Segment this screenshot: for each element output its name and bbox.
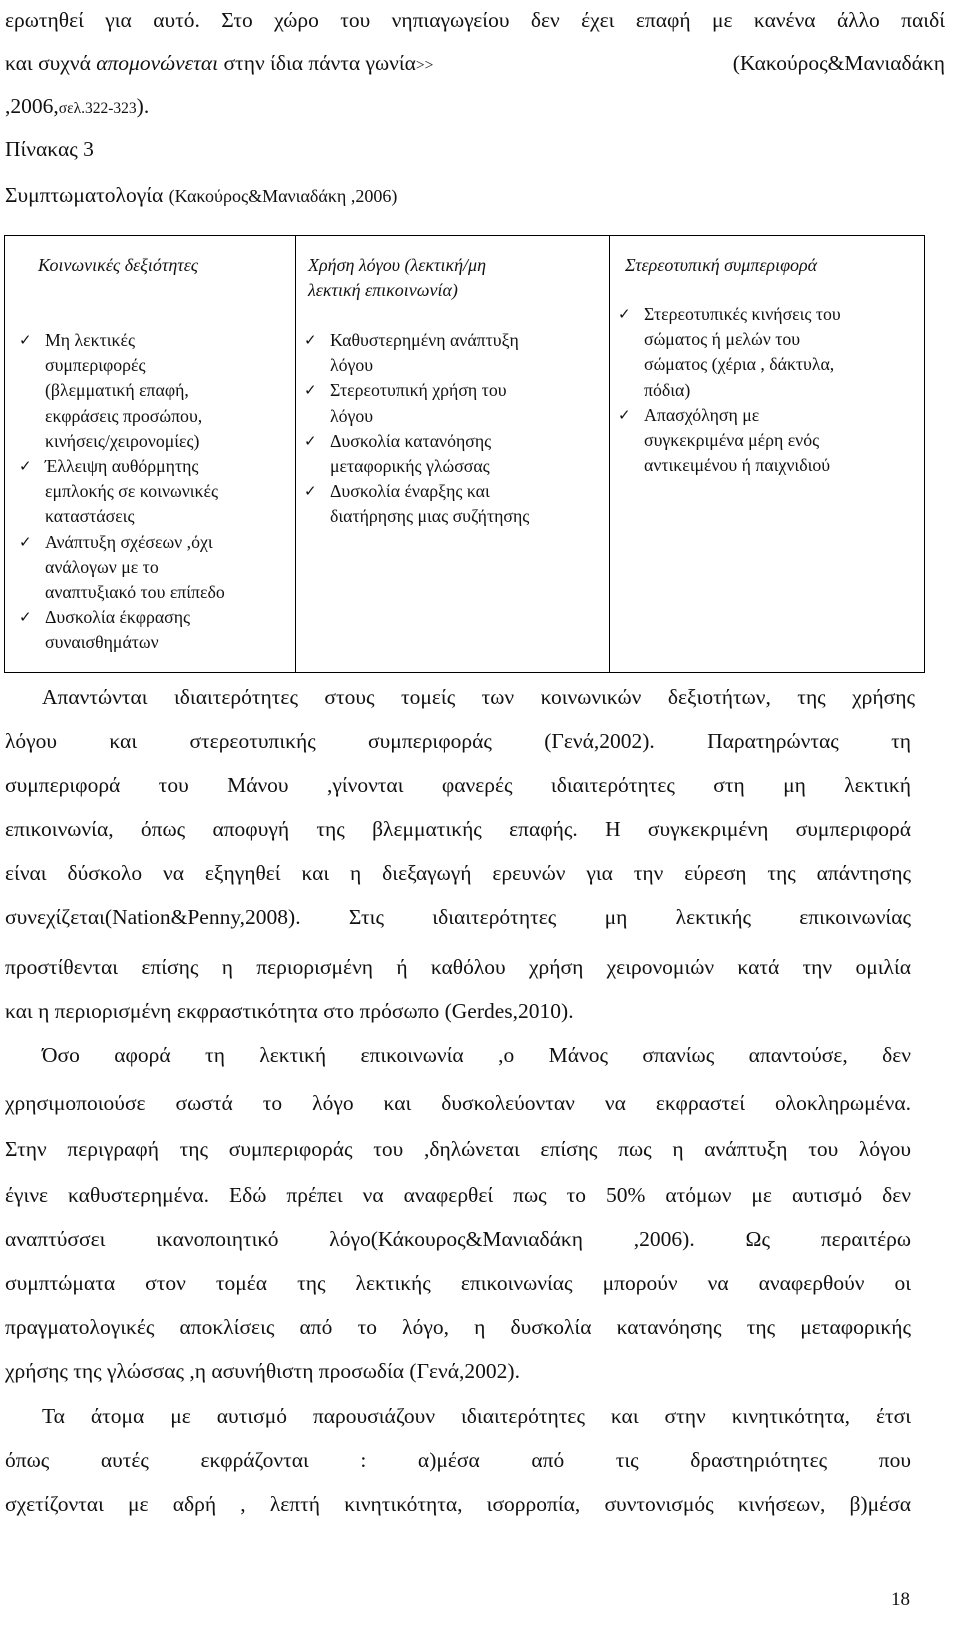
intro-citation: (Κακούρος&Μανιαδάκη bbox=[732, 51, 945, 75]
column-items bbox=[618, 302, 918, 478]
body-line: συμπεριφορά του Μάνου ,γίνονται φανερές ιδιαιτερότητες στη μη λεκτική bbox=[5, 773, 911, 797]
item-line: εμπλοκής σε κοινωνικές bbox=[45, 481, 219, 502]
column-header bbox=[625, 253, 817, 278]
item-line: Δυσκολία κατανόησης bbox=[330, 430, 492, 451]
table-column-social-skills bbox=[5, 236, 295, 672]
column-header bbox=[38, 253, 198, 278]
column-items bbox=[19, 328, 289, 656]
table-title-citation: (Κακούρος&Μανιαδάκη ,2006) bbox=[168, 186, 398, 206]
intro-italic-text: απομονώνεται bbox=[96, 51, 219, 75]
item-line: καταστάσεις bbox=[45, 506, 135, 527]
item-line: Καθυστερημένη ανάπτυξη bbox=[330, 330, 519, 350]
body-line: προστίθενται επίσης η περιορισμένη ή καθόλου χρήση χειρονομιών κατά την ομιλία bbox=[5, 955, 911, 979]
intro-text: και συχνά bbox=[5, 51, 97, 75]
body-line: χρησιμοποιούσε σωστά το λόγο και δυσκολεύονταν να εκφραστεί ολοκληρωμένα. bbox=[5, 1091, 911, 1115]
item-line: συγκεκριμένα μέρη ενός bbox=[644, 430, 820, 451]
check-icon: ✓ bbox=[19, 457, 32, 476]
item-line: σώματος ή μελών του bbox=[644, 329, 801, 350]
list-item bbox=[19, 454, 289, 530]
body-line: και η περιορισμένη εκφραστικότητα στο πρόσωπο (Gerdes,2010). bbox=[5, 999, 574, 1023]
list-item bbox=[19, 328, 289, 454]
page-number: 18 bbox=[891, 1589, 910, 1610]
body-line: Στην περιγραφή της συμπεριφοράς του ,δηλώνεται επίσης πως η ανάπτυξη του λόγου bbox=[5, 1137, 911, 1161]
item-line: διατήρησης μιας συζήτησης bbox=[330, 506, 530, 527]
header-line: Χρήση λόγου (λεκτική/μη bbox=[308, 255, 487, 275]
column-header bbox=[308, 253, 486, 303]
item-line: συμπεριφορές bbox=[45, 355, 146, 376]
item-line: σώματος (χέρια , δάκτυλα, bbox=[644, 354, 835, 375]
list-item bbox=[19, 530, 289, 606]
intro-line-1: ερωτηθεί για αυτό. Στο χώρο του νηπιαγωγείου δεν έχει επαφή με κανένα άλλο παιδί bbox=[5, 8, 945, 32]
item-line: Ανάπτυξη σχέσεων ,όχι bbox=[45, 531, 213, 552]
body-line: σχετίζονται με αδρή , λεπτή κινητικότητα, ισορροπία, συντονισμός κινήσεων, β)μέσα bbox=[5, 1492, 911, 1516]
table-title-text: Συμπτωματολογία bbox=[5, 183, 169, 207]
body-line: όπως αυτές εκφράζονται : α)μέσα από τις δραστηριότητες που bbox=[5, 1448, 911, 1472]
item-line: λόγου bbox=[330, 355, 374, 376]
item-line: πόδια) bbox=[644, 379, 691, 400]
item-line: κινήσεις/χειρονομίες) bbox=[45, 430, 200, 451]
item-line: Μη λεκτικές bbox=[45, 330, 136, 350]
body-line: είναι δύσκολο να εξηγηθεί και η διεξαγωγή ερευνών για την εύρεση της απάντησης bbox=[5, 861, 911, 885]
list-item bbox=[304, 378, 604, 428]
check-icon: ✓ bbox=[19, 331, 32, 349]
list-item bbox=[19, 605, 289, 655]
check-icon: ✓ bbox=[618, 305, 631, 323]
list-item bbox=[618, 302, 918, 403]
item-line: Δυσκολία έκφρασης bbox=[45, 607, 191, 628]
symptoms-table bbox=[4, 235, 925, 673]
body-line: λόγου και στερεοτυπικής συμπεριφοράς (Γενά,2002). Παρατηρώντας τη bbox=[5, 729, 911, 753]
header-line: Στερεοτυπική συμπεριφορά bbox=[625, 255, 818, 275]
body-line: Όσο αφορά τη λεκτική επικοινωνία ,ο Μάνος σπανίως απαντούσε, δεν bbox=[42, 1043, 911, 1067]
body-line: πραγματολογικές αποκλίσεις από το λόγο, η δυσκολία κατανόησης της μεταφορικής bbox=[5, 1315, 911, 1339]
list-item bbox=[304, 479, 604, 529]
header-line: λεκτική επικοινωνία) bbox=[308, 280, 458, 300]
body-line: συμπτώματα στον τομέα της λεκτικής επικοινωνίας μπορούν να αναφερθούν οι bbox=[5, 1271, 911, 1295]
body-line: χρήσης της γλώσσας ,η ασυνήθιστη προσωδία (Γενά,2002). bbox=[5, 1359, 520, 1383]
item-line: αντικειμένου ή παιχνιδιού bbox=[644, 455, 831, 476]
item-line: Απασχόληση με bbox=[644, 404, 760, 425]
table-column-speech-use bbox=[295, 236, 609, 672]
body-line: επικοινωνία, όπως αποφυγή της βλεμματικής επαφής. Η συγκεκριμένη συμπεριφορά bbox=[5, 817, 911, 841]
column-items bbox=[304, 328, 604, 530]
table-number: Πίνακας 3 bbox=[5, 137, 94, 161]
item-line: (βλεμματική επαφή, bbox=[45, 380, 189, 401]
body-line: συνεχίζεται(Nation&Penny,2008). Στις ιδιαιτερότητες μη λεκτικής επικοινωνίας bbox=[5, 905, 911, 929]
item-line: Έλλειψη αυθόρμητης bbox=[45, 456, 199, 477]
item-line: συναισθημάτων bbox=[45, 632, 159, 653]
body-line: έγινε καθυστερημένα. Εδώ πρέπει να αναφερθεί πως το 50% ατόμων με αυτισμό δεν bbox=[5, 1183, 911, 1207]
check-icon: ✓ bbox=[618, 405, 631, 424]
intro-line-3 bbox=[5, 92, 945, 123]
table-title bbox=[5, 181, 945, 210]
list-item bbox=[618, 403, 918, 479]
item-line: Δυσκολία έναρξης και bbox=[330, 481, 490, 502]
intro-text: ). bbox=[136, 94, 150, 118]
intro-small-text: σελ.322-323 bbox=[58, 100, 137, 117]
item-line: Στερεοτυπικές κινήσεις του bbox=[644, 304, 841, 324]
check-icon: ✓ bbox=[19, 532, 32, 551]
item-line: λόγου bbox=[330, 405, 374, 426]
item-line: αναπτυξιακό του επίπεδο bbox=[45, 582, 225, 603]
intro-text: στην ίδια πάντα γωνία bbox=[218, 51, 416, 75]
body-line: Τα άτομα με αυτισμό παρουσιάζουν ιδιαιτερότητες και στην κινητικότητα, έτσι bbox=[42, 1404, 911, 1428]
check-icon: ✓ bbox=[304, 331, 317, 349]
item-line: ανάλογων με το bbox=[45, 556, 159, 577]
check-icon: ✓ bbox=[19, 608, 32, 627]
list-item bbox=[304, 429, 604, 479]
item-line: μεταφορικής γλώσσας bbox=[330, 456, 490, 477]
item-line: Στερεοτυπική χρήση του bbox=[330, 380, 507, 401]
intro-small-text: >> bbox=[415, 57, 434, 74]
header-line: Κοινωνικές δεξιότητες bbox=[38, 255, 199, 275]
item-line: εκφράσεις προσώπου, bbox=[45, 405, 203, 426]
check-icon: ✓ bbox=[304, 381, 317, 400]
intro-text: ,2006, bbox=[5, 94, 59, 118]
check-icon: ✓ bbox=[304, 482, 317, 501]
body-line: Απαντώνται ιδιαιτερότητες στους τομείς των κοινωνικών δεξιοτήτων, της χρήσης bbox=[42, 685, 915, 709]
table-column-stereotyped-behavior bbox=[609, 236, 924, 672]
body-line: αναπτύσσει ικανοποιητικό λόγο(Κάκουρος&Μανιαδάκη ,2006). Ως περαιτέρω bbox=[5, 1227, 911, 1251]
list-item bbox=[304, 328, 604, 378]
intro-line-2 bbox=[5, 49, 945, 80]
check-icon: ✓ bbox=[304, 431, 317, 450]
